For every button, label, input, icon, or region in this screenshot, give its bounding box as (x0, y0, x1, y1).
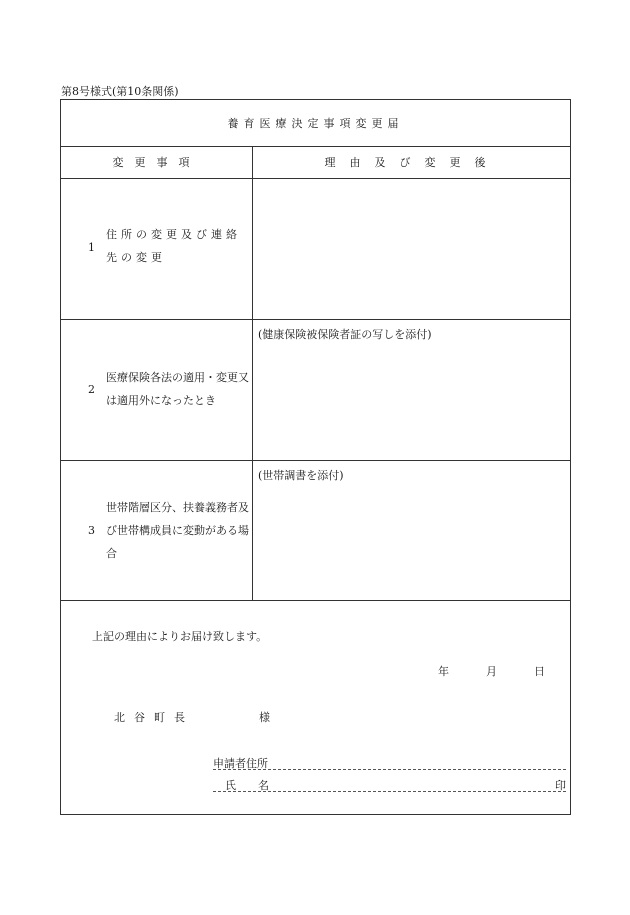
applicant-name-label: 氏名 (225, 779, 291, 792)
applicant-name-field[interactable] (213, 777, 566, 792)
closing-statement: 上記の理由によりお届け致します。 (92, 630, 268, 643)
form-table (60, 99, 571, 815)
row-note: (健康保険被保険者証の写しを添付) (258, 328, 432, 341)
row-label: 医療保険各法の適用・変更又は適用外になったとき (106, 371, 249, 407)
divider (61, 178, 570, 179)
date-day-label: 日 (534, 665, 545, 678)
form-number: 第8号様式(第10条関係) (61, 85, 179, 98)
header-reason: 理由及び変更後 (324, 156, 500, 169)
column-divider (252, 146, 253, 600)
date-month-label: 月 (486, 665, 497, 678)
addressee-honorific: 様 (259, 711, 270, 724)
row-note: (世帯調書を添付) (258, 469, 344, 482)
row-number: 2 (88, 383, 95, 396)
row-label: 世帯階層区分、扶養義務者及び世帯構成員に変動がある場合 (106, 501, 249, 560)
divider (61, 460, 570, 461)
row-number: 3 (88, 524, 95, 537)
row-number: 1 (88, 241, 95, 254)
divider (61, 319, 570, 320)
row-label: 住所の変更及び連絡先の変更 (106, 228, 241, 264)
header-matter: 変更事項 (112, 156, 201, 169)
addressee-name: 北谷町長 (114, 711, 194, 724)
applicant-address-field[interactable] (213, 755, 566, 770)
applicant-address-label: 申請者住所 (213, 757, 268, 770)
divider (61, 600, 570, 601)
form-title: 養育医療決定事項変更届 (227, 117, 404, 130)
date-year-label: 年 (438, 665, 449, 678)
seal-label: 印 (555, 779, 566, 792)
